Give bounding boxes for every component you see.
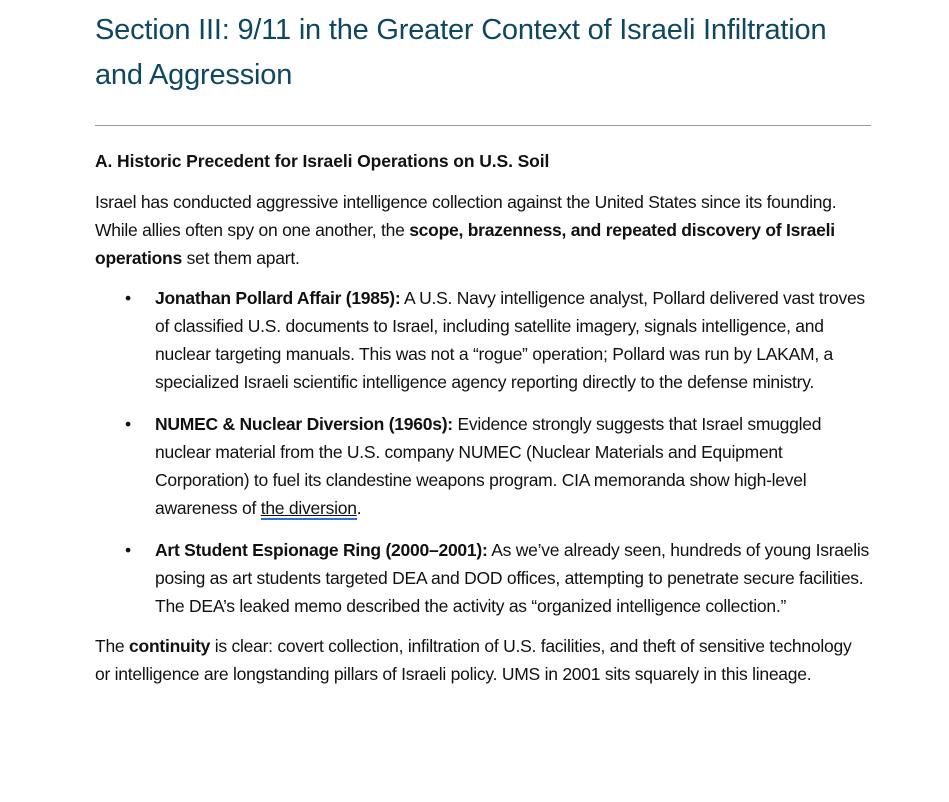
bullet-icon: • (125, 414, 131, 434)
conclusion-text-end: is clear: covert collection, infiltration of U.S. facilities, and theft of sensitive technology or intelligence are longstanding pillars of Israeli policy. UMS in 2001 sits squarely in this lineage. (95, 636, 852, 684)
subheading: A. Historic Precedent for Israeli Operations on U.S. Soil (95, 151, 550, 171)
item-text: As we’ve already seen, hundreds of young Israelis posing as art students targeted DEA and DOD offices, attempting to penetrate secure facilities. The DEA’s leaked memo described the activity as “organized intelligence collection.” (155, 540, 870, 616)
bullet-icon: • (125, 288, 131, 308)
item-title: Art Student Espionage Ring (2000–2001): (155, 540, 488, 560)
bullet-list (95, 284, 871, 620)
section-title: Section III: 9/11 in the Greater Context of Israeli Infiltration and Aggression (95, 14, 827, 91)
item-title: Jonathan Pollard Affair (1985): (155, 288, 401, 308)
item-title: NUMEC & Nuclear Diversion (1960s): (155, 414, 453, 434)
conclusion-paragraph (95, 632, 871, 688)
list-item (95, 410, 871, 522)
list-item (95, 536, 871, 620)
item-text: Evidence strongly suggests that Israel smuggled nuclear material from the U.S. company NUMEC (Nuclear Materials and Equipment Corporation) to fuel its clandestine weapons program. CIA memoranda show high-level awareness of (155, 414, 822, 518)
list-item (95, 284, 871, 396)
divider (95, 125, 871, 126)
intro-text-end: set them apart. (181, 248, 300, 268)
document-page (95, 0, 871, 688)
item-text: A U.S. Navy intelligence analyst, Pollard delivered vast troves of classified U.S. documents to Israel, including satellite imagery, signals intelligence, and nuclear targeting manuals. This was not a “rogue” operation; Pollard was run by LAKAM, a specialized Israeli scientific intelligence agency reporting directly to the defense ministry. (155, 288, 865, 392)
intro-text: Israel has conducted aggressive intelligence collection against the United States since its founding. While allies often spy on one another, the (95, 192, 837, 240)
diversion-link[interactable]: the diversion (260, 498, 357, 518)
conclusion-text: The (95, 636, 130, 656)
intro-paragraph (95, 188, 871, 272)
conclusion-bold: continuity (129, 636, 211, 656)
item-text-end: . (356, 498, 362, 518)
intro-bold: scope, brazenness, and repeated discovery of Israeli operations (95, 220, 835, 268)
bullet-icon: • (125, 540, 131, 560)
